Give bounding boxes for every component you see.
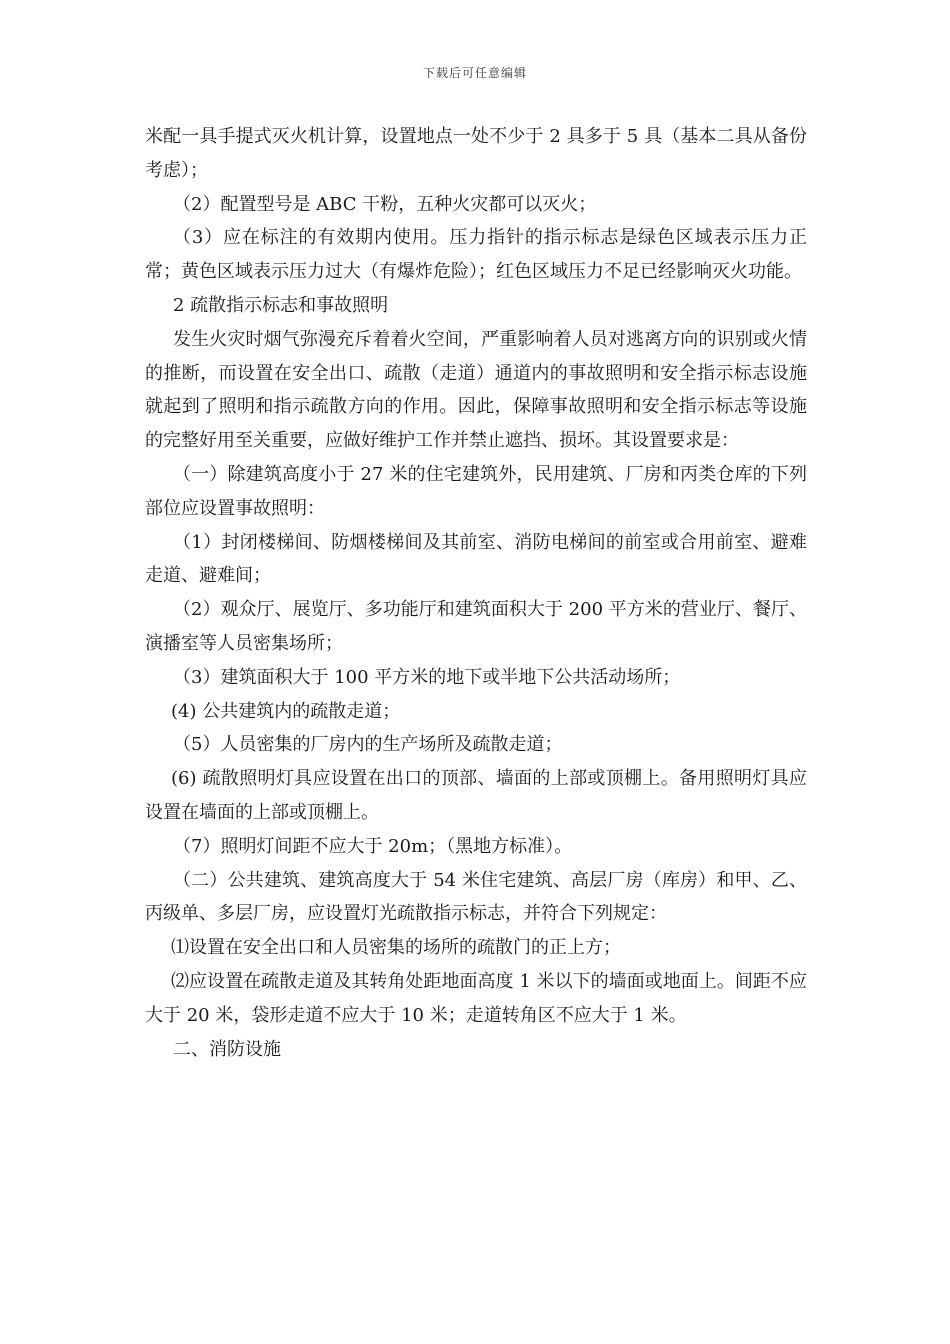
list-item-6: (6) 疏散照明灯具应设置在出口的顶部、墙面的上部或顶棚上。备用照明灯具应设置在墙面的上部或顶棚上。 [145,768,807,823]
section-heading-fire-facilities: 二、消防设施 [173,1038,281,1060]
paragraph-extinguisher-count: 米配一具手提式灭火机计算，设置地点一处不少于 2 具多于 5 具（基本二具从备份考虑）； [145,126,807,181]
list-item-4: (4) 公共建筑内的疏散走道； [171,700,401,722]
paragraph-emergency-lighting-rule-1: （一）除建筑高度小于 27 米的住宅建筑外，民用建筑、厂房和丙类仓库的下列部位应设置事故照明： [145,463,807,519]
sign-rule-item-1: ⑴设置在安全出口和人员密集的场所的疏散门的正上方； [171,937,621,959]
page-header: 下载后可任意编辑 [422,66,527,80]
sign-rule-item-2: ⑵应设置在疏散走道及其转角处距地面高度 1 米以下的墙面或地面上。间距不应大于 20 米，袋形走道不应大于 10 米；走道转角区不应大于 1 米。 [145,970,807,1026]
section-heading-evacuation-signs: 2 疏散指示标志和事故照明 [173,294,389,316]
list-item-3: （3）建筑面积大于 100 平方米的地下或半地下公共活动场所； [173,666,681,688]
list-item-1: （1）封闭楼梯间、防烟楼梯间及其前室、消防电梯间的前室或合用前室、避难走道、避难间； [145,531,807,587]
paragraph-evacuation-sign-rule-2: （二）公共建筑、建筑高度大于 54 米住宅建筑、高层厂房（库房）和甲、乙、丙级单、多层厂房，应设置灯光疏散指示标志，并符合下列规定： [145,869,807,925]
list-item-2: （2）观众厅、展览厅、多功能厅和建筑面积大于 200 平方米的营业厅、餐厅、演播室等人员密集场所； [145,599,807,654]
paragraph-pressure-indicator: （3）应在标注的有效期内使用。压力指针的指示标志是绿色区域表示压力正常；黄色区域表示压力过大（有爆炸危险）；红色区域压力不足已经影响灭火功能。 [145,227,807,283]
list-item-5: （5）人员密集的厂房内的生产场所及疏散走道； [173,734,563,756]
document-body [145,120,807,1066]
paragraph-extinguisher-type: （2）配置型号是 ABC 干粉，五种火灾都可以灭火； [173,193,597,215]
paragraph-evacuation-intro: 发生火灾时烟气弥漫充斥着着火空间，严重影响着人员对逃离方向的识别或火情的推断，而设置在安全出口、疏散（走道）通道内的事故照明和安全指示标志设施就起到了照明和指示疏散方向的作用。因此，保障事故照明和安全指示标志等设施的完整好用至关重要，应做好维护工作并禁止遮挡、损坏。其设置要求是： [145,328,807,452]
list-item-7: （7）照明灯间距不应大于 20m；（黑地方标准）。 [173,835,573,857]
